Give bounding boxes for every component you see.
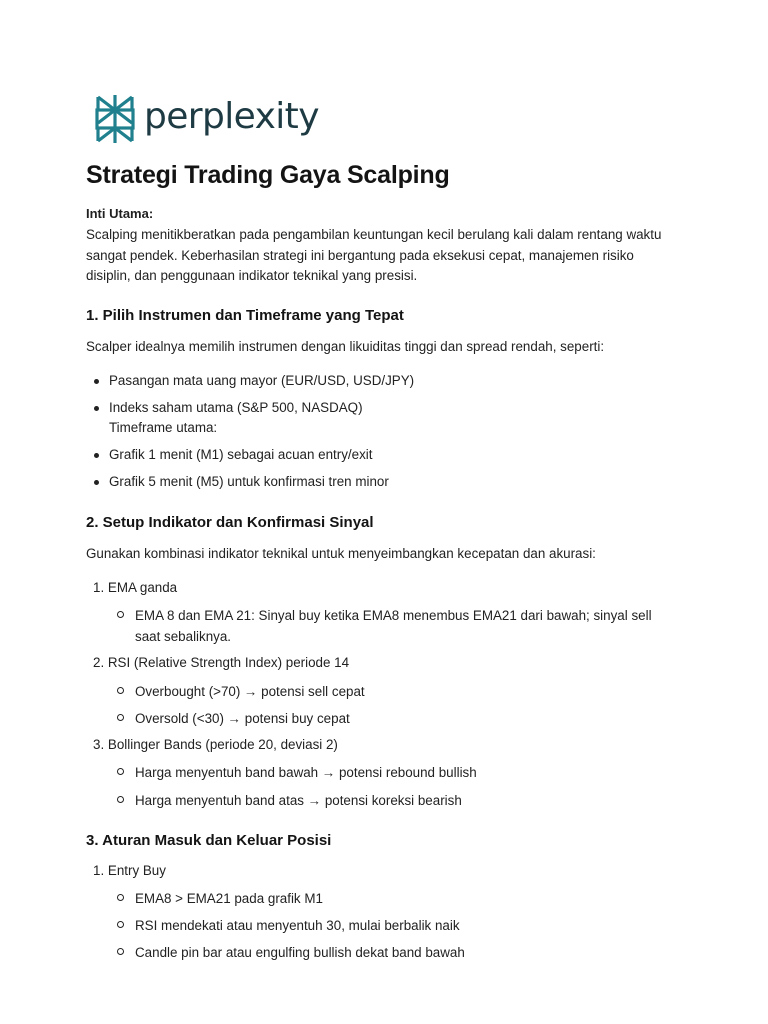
key-point-label: Inti Utama: [86, 206, 154, 221]
list-item: Grafik 5 menit (M5) untuk konfirmasi tren minor [86, 472, 389, 492]
list-item: 1. Entry Buy [93, 863, 166, 878]
list-item: 1. EMA ganda [93, 580, 178, 595]
circle-bullet-icon [117, 948, 124, 955]
sub-list-item: Harga menyentuh band bawah → potensi rebound bullish [117, 762, 677, 783]
sub-list-item: Oversold (<30) → potensi buy cepat [117, 708, 677, 729]
sub-list-item: Overbought (>70) → potensi sell cepat [117, 681, 677, 702]
brand-name: perplexity [144, 96, 319, 137]
circle-bullet-icon [117, 894, 124, 901]
section1-heading: 1. Pilih Instrumen dan Timeframe yang Tepat [86, 307, 404, 324]
list-item: Indeks saham utama (S&P 500, NASDAQ) [86, 398, 414, 418]
instrument-list [86, 371, 414, 418]
timeframe-label: Timeframe utama: [109, 420, 218, 435]
circle-bullet-icon [117, 921, 124, 928]
list-item: 2. RSI (Relative Strength Index) periode 14 [93, 655, 350, 670]
key-point-text: Scalping menitikberatkan pada pengambilan keuntungan kecil berulang kali dalam rentang waktu sangat pendek. Keberhasilan strategi ini bergantung pada eksekusi cepat, manajemen risiko disiplin, dan penggunaan indikator teknikal yang presisi. [86, 227, 662, 283]
bullet-icon [94, 453, 99, 458]
circle-bullet-icon [117, 687, 124, 694]
list-item: Grafik 1 menit (M1) sebagai acuan entry/exit [86, 445, 389, 465]
list-item: 3. Bollinger Bands (periode 20, deviasi 2) [93, 737, 338, 752]
bullet-icon [94, 379, 99, 384]
sub-list-item: RSI mendekati atau menyentuh 30, mulai berbalik naik [117, 915, 677, 936]
document-title: Strategi Trading Gaya Scalping [86, 161, 450, 189]
section1-intro: Scalper idealnya memilih instrumen dengan likuiditas tinggi dan spread rendah, seperti: [86, 339, 605, 354]
perplexity-logo-icon [94, 93, 136, 145]
sub-list-item: Harga menyentuh band atas → potensi koreksi bearish [117, 790, 677, 811]
list-item: Pasangan mata uang mayor (EUR/USD, USD/JPY) [86, 371, 414, 391]
bullet-icon [94, 480, 99, 485]
section3-heading: 3. Aturan Masuk dan Keluar Posisi [86, 832, 332, 849]
circle-bullet-icon [117, 714, 124, 721]
perplexity-logo [94, 93, 319, 145]
circle-bullet-icon [117, 768, 124, 775]
sub-list-item: EMA8 > EMA21 pada grafik M1 [117, 888, 677, 909]
circle-bullet-icon [117, 611, 124, 618]
circle-bullet-icon [117, 796, 124, 803]
sub-list-item: EMA 8 dan EMA 21: Sinyal buy ketika EMA8 menembus EMA21 dari bawah; sinyal sell saat sebaliknya. [117, 605, 677, 647]
section2-heading: 2. Setup Indikator dan Konfirmasi Sinyal [86, 514, 374, 531]
bullet-icon [94, 406, 99, 411]
section2-intro: Gunakan kombinasi indikator teknikal untuk menyeimbangkan kecepatan dan akurasi: [86, 546, 596, 561]
timeframe-list [86, 445, 389, 492]
sub-list-item: Candle pin bar atau engulfing bullish dekat band bawah [117, 942, 677, 963]
